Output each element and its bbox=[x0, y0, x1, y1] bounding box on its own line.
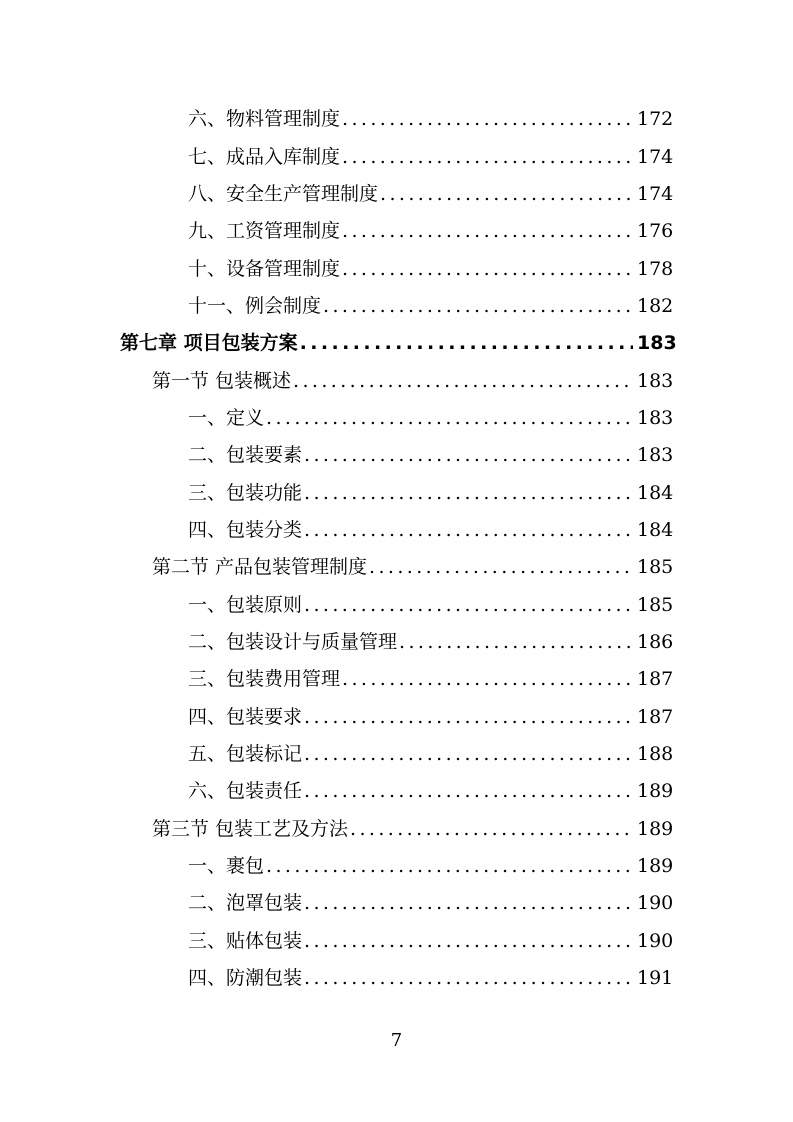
toc-entry[interactable] bbox=[0, 288, 793, 325]
table-of-contents bbox=[0, 101, 793, 997]
toc-entry-page: 178 bbox=[637, 257, 674, 280]
toc-leader-dots bbox=[350, 811, 633, 848]
toc-leader-dots bbox=[304, 699, 633, 736]
toc-entry-page: 189 bbox=[637, 817, 674, 840]
toc-leader-dots bbox=[266, 848, 633, 885]
toc-entry-label: 第一节 包装概述 bbox=[152, 369, 292, 392]
toc-section-entry[interactable] bbox=[0, 362, 793, 399]
toc-entry-label: 八、安全生产管理制度 bbox=[188, 182, 379, 205]
toc-leader-dots bbox=[293, 363, 633, 400]
toc-section-entry[interactable] bbox=[0, 811, 793, 848]
toc-entry-label: 三、贴体包装 bbox=[188, 929, 303, 952]
toc-entry-page: 189 bbox=[637, 855, 674, 878]
toc-entry-label: 第七章 项目包装方案 bbox=[120, 332, 298, 355]
toc-entry[interactable] bbox=[0, 848, 793, 885]
toc-entry-page: 190 bbox=[637, 892, 674, 915]
toc-entry[interactable] bbox=[0, 661, 793, 698]
toc-entry-label: 十、设备管理制度 bbox=[188, 257, 341, 280]
toc-leader-dots bbox=[304, 736, 633, 773]
toc-leader-dots bbox=[304, 960, 633, 997]
toc-entry-label: 四、包装要求 bbox=[188, 705, 303, 728]
toc-leader-dots bbox=[342, 251, 633, 288]
toc-entry-label: 一、裹包 bbox=[188, 855, 265, 878]
toc-entry-page: 183 bbox=[637, 406, 674, 429]
toc-entry[interactable] bbox=[0, 512, 793, 549]
toc-leader-dots bbox=[323, 288, 633, 325]
toc-leader-dots bbox=[399, 624, 633, 661]
toc-entry-page: 183 bbox=[637, 369, 674, 392]
toc-entry-page: 187 bbox=[637, 668, 674, 691]
toc-entry-label: 五、包装标记 bbox=[188, 743, 303, 766]
toc-entry[interactable] bbox=[0, 250, 793, 287]
toc-leader-dots bbox=[304, 885, 633, 922]
toc-leader-dots bbox=[304, 512, 633, 549]
toc-leader-dots bbox=[304, 587, 633, 624]
toc-entry[interactable] bbox=[0, 176, 793, 213]
toc-entry-page: 184 bbox=[637, 481, 674, 504]
toc-entry-page: 186 bbox=[637, 630, 674, 653]
toc-entry-label: 四、包装分类 bbox=[188, 518, 303, 541]
toc-entry-page: 188 bbox=[637, 743, 674, 766]
toc-entry[interactable] bbox=[0, 400, 793, 437]
toc-entry-label: 二、泡罩包装 bbox=[188, 892, 303, 915]
toc-entry-label: 一、定义 bbox=[188, 406, 265, 429]
toc-entry-label: 七、成品入库制度 bbox=[188, 145, 341, 168]
toc-leader-dots bbox=[304, 773, 633, 810]
toc-section-entry[interactable] bbox=[0, 549, 793, 586]
toc-entry[interactable] bbox=[0, 773, 793, 810]
toc-leader-dots bbox=[380, 176, 633, 213]
toc-entry[interactable] bbox=[0, 437, 793, 474]
toc-entry-page: 172 bbox=[637, 108, 674, 131]
toc-entry-label: 第三节 包装工艺及方法 bbox=[152, 817, 349, 840]
page-number: 7 bbox=[390, 1030, 403, 1051]
toc-leader-dots bbox=[266, 400, 633, 437]
toc-entry[interactable] bbox=[0, 960, 793, 997]
toc-entry[interactable] bbox=[0, 699, 793, 736]
toc-entry-page: 176 bbox=[637, 220, 674, 243]
toc-entry-label: 二、包装要素 bbox=[188, 444, 303, 467]
toc-entry-label: 一、包装原则 bbox=[188, 593, 303, 616]
toc-entry[interactable] bbox=[0, 923, 793, 960]
toc-entry[interactable] bbox=[0, 138, 793, 175]
toc-entry[interactable] bbox=[0, 101, 793, 138]
toc-leader-dots bbox=[304, 437, 633, 474]
toc-entry[interactable] bbox=[0, 213, 793, 250]
toc-entry[interactable] bbox=[0, 885, 793, 922]
toc-entry-page: 182 bbox=[637, 294, 674, 317]
toc-entry-page: 183 bbox=[637, 332, 677, 355]
toc-entry-label: 六、包装责任 bbox=[188, 780, 303, 803]
toc-entry-label: 四、防潮包装 bbox=[188, 967, 303, 990]
toc-entry-label: 九、工资管理制度 bbox=[188, 220, 341, 243]
toc-entry-page: 183 bbox=[637, 444, 674, 467]
toc-leader-dots bbox=[342, 101, 633, 138]
toc-entry[interactable] bbox=[0, 736, 793, 773]
toc-entry-label: 六、物料管理制度 bbox=[188, 108, 341, 131]
toc-leader-dots bbox=[369, 549, 633, 586]
toc-entry-label: 十一、例会制度 bbox=[188, 294, 322, 317]
toc-entry-page: 184 bbox=[637, 518, 674, 541]
toc-leader-dots bbox=[304, 923, 633, 960]
toc-leader-dots bbox=[304, 475, 633, 512]
toc-entry-page: 174 bbox=[637, 182, 674, 205]
toc-leader-dots bbox=[342, 213, 633, 250]
toc-entry-page: 185 bbox=[637, 556, 674, 579]
toc-entry-label: 二、包装设计与质量管理 bbox=[188, 630, 398, 653]
toc-entry-label: 三、包装功能 bbox=[188, 481, 303, 504]
toc-entry-page: 174 bbox=[637, 145, 674, 168]
toc-entry-label: 三、包装费用管理 bbox=[188, 668, 341, 691]
toc-entry-page: 185 bbox=[637, 593, 674, 616]
toc-chapter-entry[interactable] bbox=[0, 325, 793, 362]
toc-leader-dots bbox=[342, 139, 633, 176]
toc-entry[interactable] bbox=[0, 586, 793, 623]
toc-entry[interactable] bbox=[0, 474, 793, 511]
toc-entry-page: 187 bbox=[637, 705, 674, 728]
toc-leader-dots bbox=[342, 661, 633, 698]
toc-entry-page: 191 bbox=[637, 967, 674, 990]
toc-entry-page: 190 bbox=[637, 929, 674, 952]
toc-entry-label: 第二节 产品包装管理制度 bbox=[152, 556, 368, 579]
toc-entry[interactable] bbox=[0, 624, 793, 661]
toc-leader-dots bbox=[300, 325, 633, 362]
toc-entry-page: 189 bbox=[637, 780, 674, 803]
